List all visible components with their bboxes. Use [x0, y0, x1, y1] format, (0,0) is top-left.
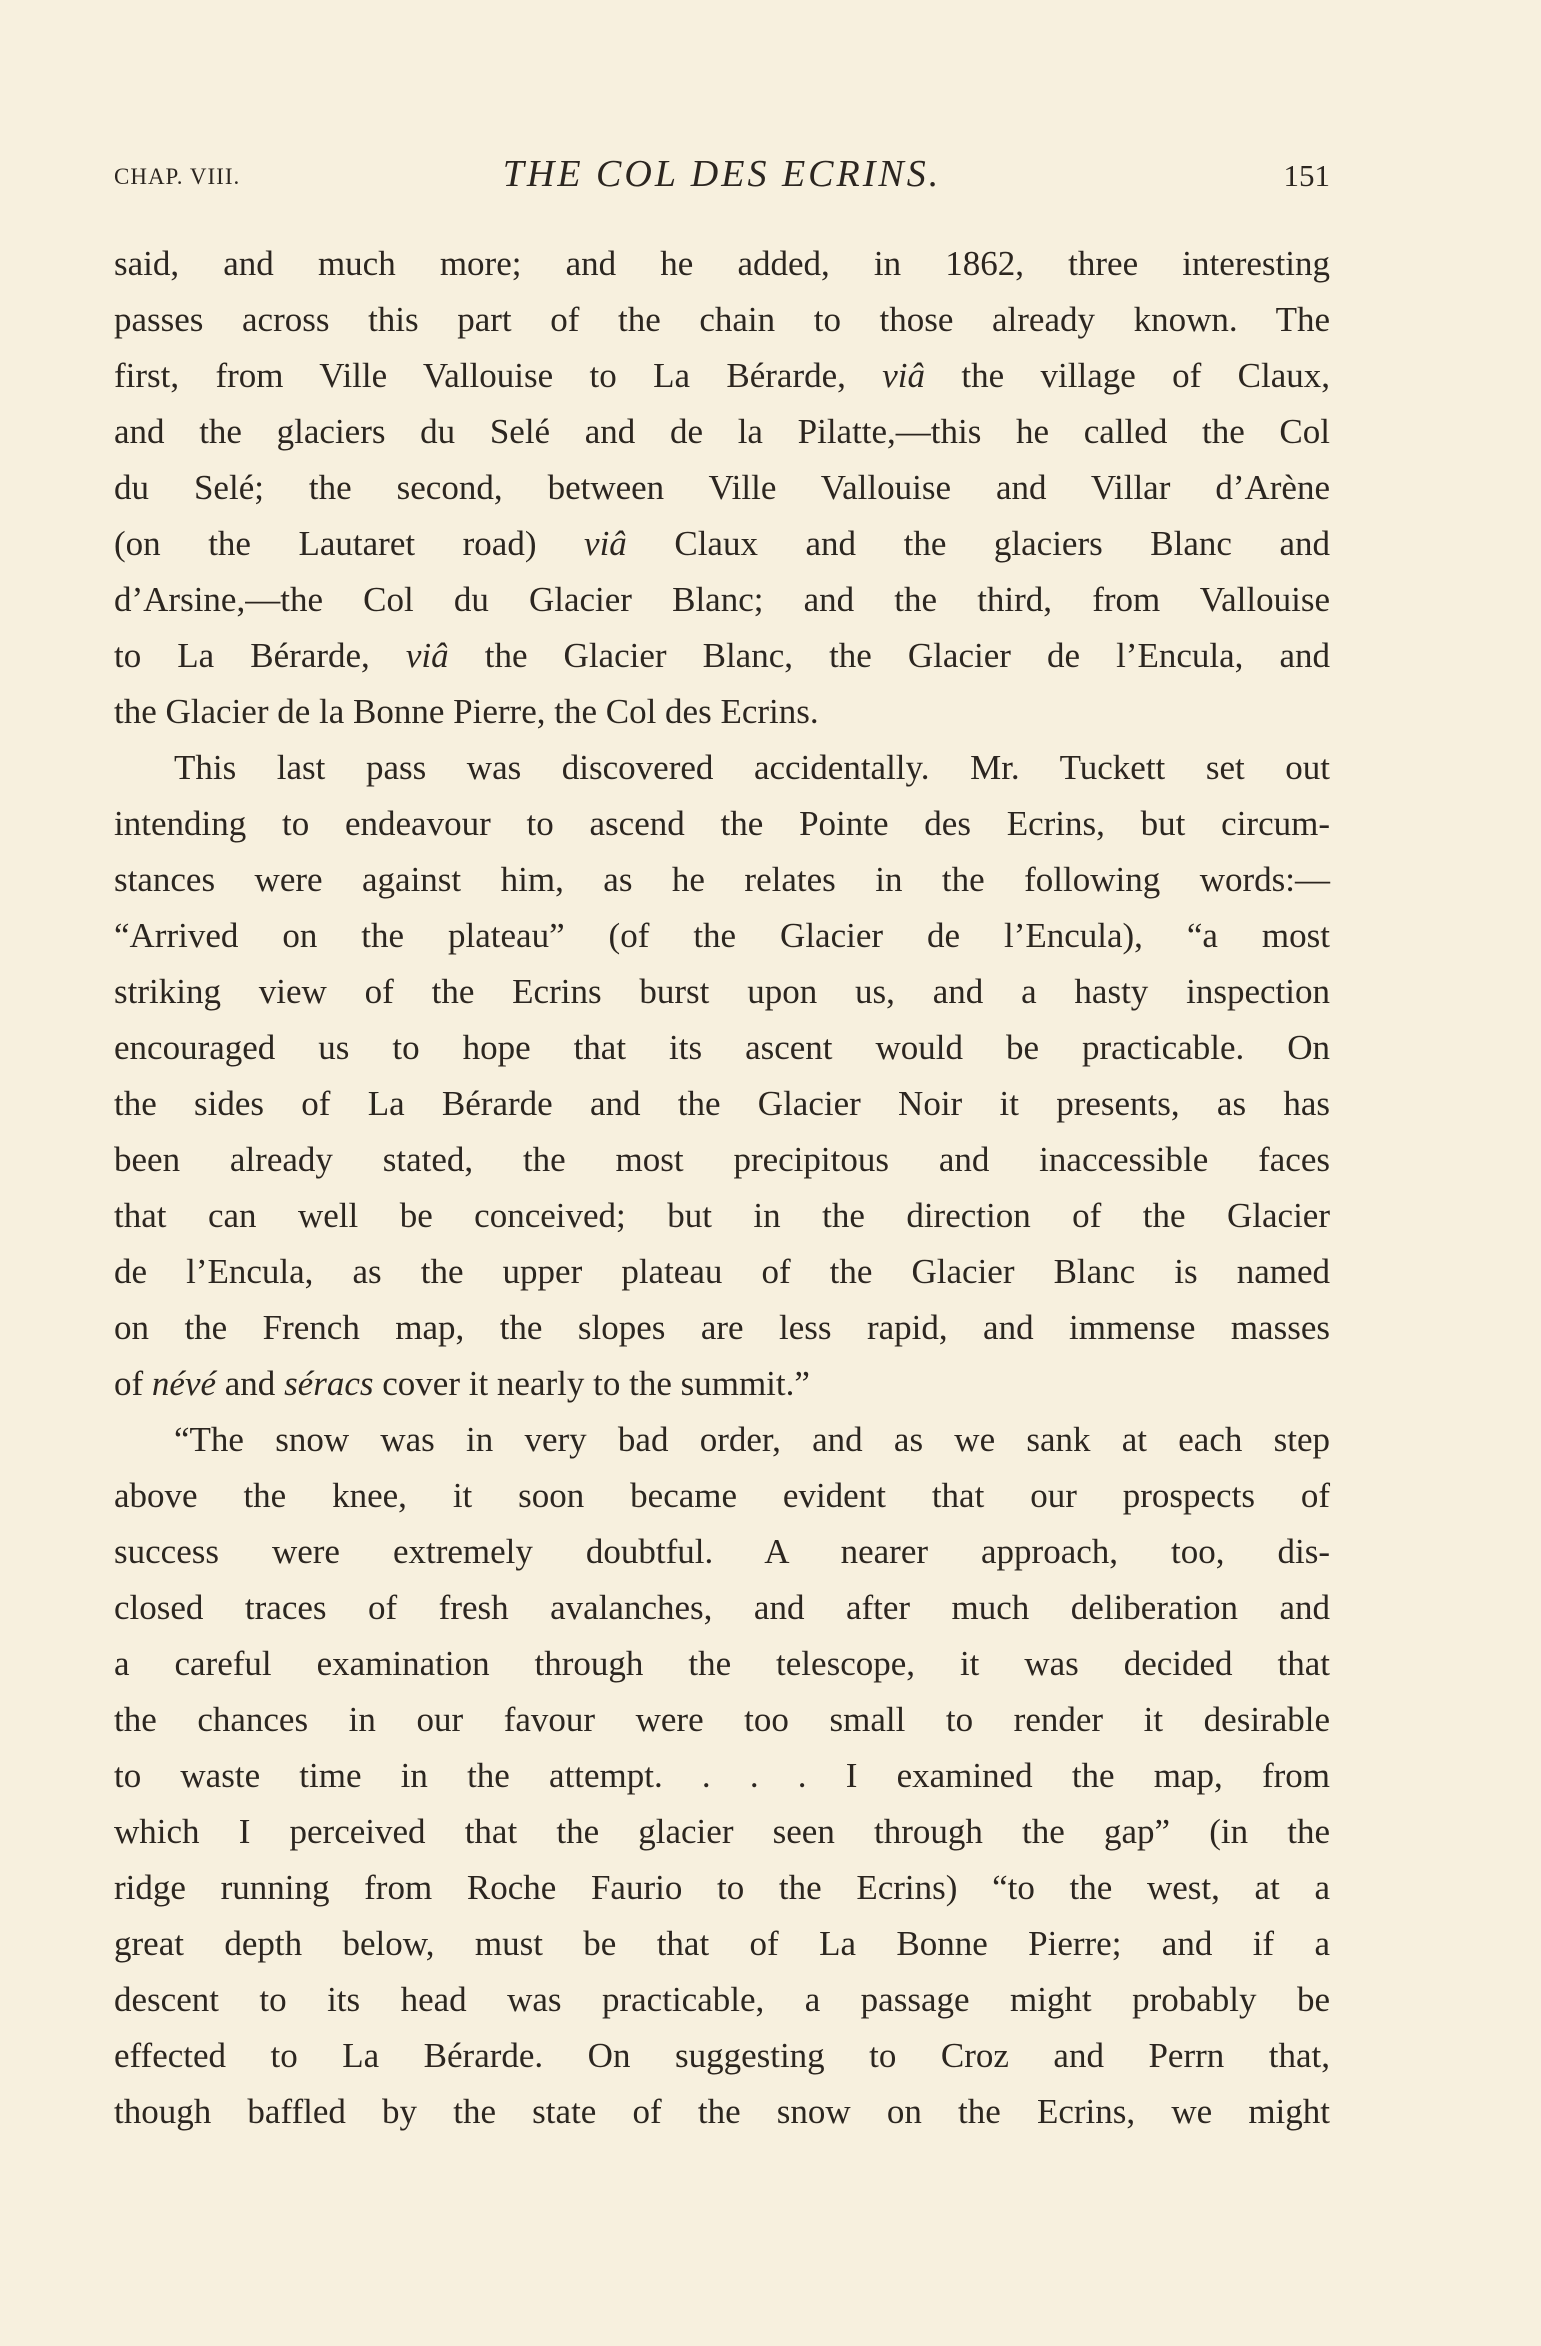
text-segment: cover it nearly to the summit.” [373, 1364, 810, 1403]
text-segment: first, from Ville Vallouise to La Bérarde, [114, 356, 883, 395]
text-line: above the knee, it soon became evident that our prospects of [114, 1476, 1330, 1515]
text-line: effected to La Bérarde. On suggesting to Croz and Perrn that, [114, 2036, 1330, 2075]
page-number: 151 [1283, 158, 1330, 193]
italic-text: viâ [584, 524, 627, 563]
text-line: that can well be conceived; but in the direction of the Glacier [114, 1196, 1330, 1235]
text-line: which I perceived that the glacier seen through the gap” (in the [114, 1812, 1330, 1851]
text-line: intending to endeavour to ascend the Pointe des Ecrins, but circum- [114, 804, 1330, 843]
text-segment: the Glacier Blanc, the Glacier de l’Encula, and [448, 636, 1330, 675]
text-line: stances were against him, as he relates in the following words:— [114, 860, 1330, 899]
text-segment: of [114, 1364, 152, 1403]
text-line: “Arrived on the plateau” (of the Glacier de l’Encula), “a most [114, 916, 1330, 955]
text-line [114, 348, 1330, 404]
text-line: encouraged us to hope that its ascent would be practicable. On [114, 1028, 1330, 1067]
text-line [114, 1356, 1330, 1412]
text-line: closed traces of fresh avalanches, and after much deliberation and [114, 1588, 1330, 1627]
italic-text: séracs [284, 1364, 374, 1403]
italic-text: viâ [882, 356, 926, 395]
text-line: to waste time in the attempt. . . . I examined the map, from [114, 1756, 1330, 1795]
text-line: said, and much more; and he added, in 1862, three interesting [114, 244, 1330, 283]
text-line: passes across this part of the chain to those already known. The [114, 300, 1330, 339]
text-line: the sides of La Bérarde and the Glacier Noir it presents, as has [114, 1084, 1330, 1123]
text-line: and the glaciers du Selé and de la Pilatte,—this he called the Col [114, 412, 1330, 451]
text-segment: to La Bérarde, [114, 636, 406, 675]
text-line: been already stated, the most precipitous and inaccessible faces [114, 1140, 1330, 1179]
text-line: a careful examination through the telescope, it was decided that [114, 1644, 1330, 1683]
text-line: the chances in our favour were too small to render it desirable [114, 1700, 1330, 1739]
text-line [114, 628, 1330, 684]
running-head [114, 150, 1330, 206]
text-line: success were extremely doubtful. A nearer approach, too, dis- [114, 1532, 1330, 1571]
body-text [114, 236, 1330, 2140]
text-line: de l’Encula, as the upper plateau of the Glacier Blanc is named [114, 1252, 1330, 1291]
text-line: d’Arsine,—the Col du Glacier Blanc; and the third, from Vallouise [114, 580, 1330, 619]
text-line: great depth below, must be that of La Bonne Pierre; and if a [114, 1924, 1330, 1963]
page-title: THE COL DES ECRINS. [502, 153, 942, 195]
text-line: “The snow was in very bad order, and as we sank at each step [174, 1420, 1330, 1459]
text-line: striking view of the Ecrins burst upon us, and a hasty inspection [114, 972, 1330, 1011]
text-segment: the village of Claux, [925, 356, 1331, 395]
text-line: du Selé; the second, between Ville Vallouise and Villar d’Arène [114, 468, 1330, 507]
text-line: This last pass was discovered accidentally. Mr. Tuckett set out [174, 748, 1330, 787]
text-line [114, 516, 1330, 572]
italic-text: névé [151, 1364, 217, 1403]
text-line: ridge running from Roche Faurio to the Ecrins) “to the west, at a [114, 1868, 1330, 1907]
text-segment: Claux and the glaciers Blanc and [626, 524, 1330, 563]
text-line: on the French map, the slopes are less rapid, and immense masses [114, 1308, 1330, 1347]
text-segment: (on the Lautaret road) [114, 524, 585, 563]
text-line: the Glacier de la Bonne Pierre, the Col des Ecrins. [114, 692, 819, 731]
italic-text: viâ [405, 636, 449, 675]
text-segment: and [216, 1364, 285, 1403]
chapter-label: CHAP. VIII. [114, 164, 241, 189]
text-line: descent to its head was practicable, a passage might probably be [114, 1980, 1330, 2019]
text-line: though baffled by the state of the snow on the Ecrins, we might [114, 2092, 1330, 2131]
